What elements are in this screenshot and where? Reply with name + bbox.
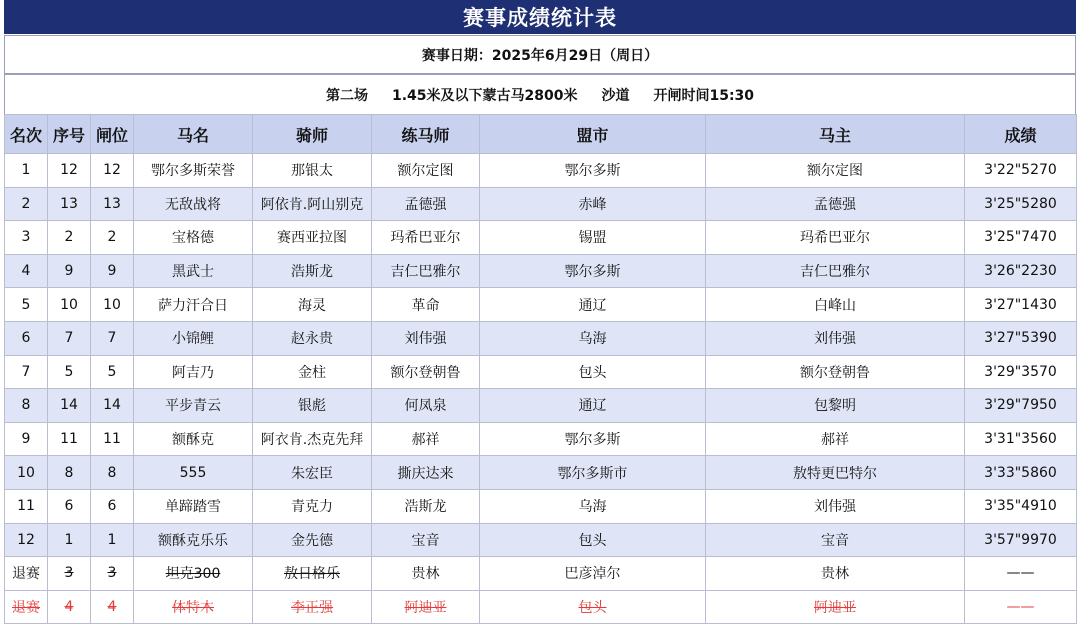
cell-rank: 8 bbox=[5, 389, 48, 423]
race-track: 沙道 bbox=[601, 87, 630, 104]
table-row bbox=[5, 221, 1077, 255]
cell-horse: 额酥克乐乐 bbox=[134, 523, 253, 557]
race-round: 第二场 bbox=[325, 87, 368, 104]
cell-gate: 13 bbox=[91, 187, 134, 221]
cell-gate: 6 bbox=[91, 489, 134, 523]
cell-horse: 阿吉乃 bbox=[134, 355, 253, 389]
cell-horse: 黑武士 bbox=[134, 254, 253, 288]
cell-horse: 小锦鲤 bbox=[134, 321, 253, 355]
cell-no: 10 bbox=[48, 288, 91, 322]
cell-jockey: 阿衣肯.杰克先拜 bbox=[253, 422, 372, 456]
cell-league: 巴彦淖尔 bbox=[480, 557, 706, 591]
race-info bbox=[4, 74, 1076, 115]
cell-trainer: 额尔定图 bbox=[372, 154, 480, 188]
cell-jockey: 敖日格乐 bbox=[253, 557, 372, 591]
race-description: 1.45米及以下蒙古马2800米 bbox=[391, 87, 578, 104]
cell-league: 包头 bbox=[480, 355, 706, 389]
cell-trainer: 宝音 bbox=[372, 523, 480, 557]
header-horse: 马名 bbox=[134, 115, 253, 154]
results-table bbox=[4, 114, 1077, 624]
cell-owner: 额尔定图 bbox=[706, 154, 965, 188]
cell-jockey: 阿依肯.阿山别克 bbox=[253, 187, 372, 221]
cell-owner: 刘伟强 bbox=[706, 489, 965, 523]
cell-horse: 坦克300 bbox=[134, 557, 253, 591]
cell-gate: 14 bbox=[91, 389, 134, 423]
cell-rank: 12 bbox=[5, 523, 48, 557]
cell-league: 通辽 bbox=[480, 288, 706, 322]
cell-owner: 宝音 bbox=[706, 523, 965, 557]
cell-result: 3'29"3570 bbox=[965, 355, 1077, 389]
table-row bbox=[5, 456, 1077, 490]
sheet-title: 赛事成绩统计表 bbox=[4, 0, 1076, 34]
cell-horse: 555 bbox=[134, 456, 253, 490]
cell-gate: 1 bbox=[91, 523, 134, 557]
cell-result: 3'27"1430 bbox=[965, 288, 1077, 322]
cell-rank: 6 bbox=[5, 321, 48, 355]
cell-gate: 4 bbox=[91, 590, 134, 624]
cell-result: 3'26"2230 bbox=[965, 254, 1077, 288]
cell-horse: 平步青云 bbox=[134, 389, 253, 423]
cell-no: 12 bbox=[48, 154, 91, 188]
table-row bbox=[5, 489, 1077, 523]
cell-league: 鄂尔多斯 bbox=[480, 422, 706, 456]
cell-trainer: 孟德强 bbox=[372, 187, 480, 221]
cell-owner: 孟德强 bbox=[706, 187, 965, 221]
cell-no: 9 bbox=[48, 254, 91, 288]
table-row bbox=[5, 355, 1077, 389]
cell-no: 6 bbox=[48, 489, 91, 523]
header-trainer: 练马师 bbox=[372, 115, 480, 154]
cell-horse: 额酥克 bbox=[134, 422, 253, 456]
cell-no: 1 bbox=[48, 523, 91, 557]
header-result: 成绩 bbox=[965, 115, 1077, 154]
cell-gate: 3 bbox=[91, 557, 134, 591]
cell-horse: 体特木 bbox=[134, 590, 253, 624]
cell-gate: 10 bbox=[91, 288, 134, 322]
cell-owner: 玛希巴亚尔 bbox=[706, 221, 965, 255]
cell-gate: 11 bbox=[91, 422, 134, 456]
table-header-row bbox=[5, 115, 1077, 154]
cell-rank: 7 bbox=[5, 355, 48, 389]
cell-rank: 4 bbox=[5, 254, 48, 288]
cell-gate: 12 bbox=[91, 154, 134, 188]
cell-jockey: 银彪 bbox=[253, 389, 372, 423]
cell-no: 3 bbox=[48, 557, 91, 591]
cell-no: 11 bbox=[48, 422, 91, 456]
header-gate: 闸位 bbox=[91, 115, 134, 154]
cell-rank: 5 bbox=[5, 288, 48, 322]
cell-result: 3'57"9970 bbox=[965, 523, 1077, 557]
cell-trainer: 吉仁巴雅尔 bbox=[372, 254, 480, 288]
header-owner: 马主 bbox=[706, 115, 965, 154]
cell-jockey: 那银太 bbox=[253, 154, 372, 188]
cell-owner: 郝祥 bbox=[706, 422, 965, 456]
cell-league: 乌海 bbox=[480, 489, 706, 523]
cell-jockey: 朱宏臣 bbox=[253, 456, 372, 490]
cell-trainer: 革命 bbox=[372, 288, 480, 322]
cell-jockey: 金先德 bbox=[253, 523, 372, 557]
cell-no: 8 bbox=[48, 456, 91, 490]
cell-league: 通辽 bbox=[480, 389, 706, 423]
cell-rank: 10 bbox=[5, 456, 48, 490]
cell-no: 7 bbox=[48, 321, 91, 355]
cell-league: 包头 bbox=[480, 523, 706, 557]
table-row bbox=[5, 254, 1077, 288]
cell-rank: 3 bbox=[5, 221, 48, 255]
header-jockey: 骑师 bbox=[253, 115, 372, 154]
cell-owner: 吉仁巴雅尔 bbox=[706, 254, 965, 288]
header-rank: 名次 bbox=[5, 115, 48, 154]
cell-rank: 11 bbox=[5, 489, 48, 523]
cell-result: 3'25"5280 bbox=[965, 187, 1077, 221]
cell-horse: 鄂尔多斯荣誉 bbox=[134, 154, 253, 188]
table-row bbox=[5, 187, 1077, 221]
cell-gate: 2 bbox=[91, 221, 134, 255]
table-row bbox=[5, 154, 1077, 188]
cell-no: 13 bbox=[48, 187, 91, 221]
cell-league: 锡盟 bbox=[480, 221, 706, 255]
cell-trainer: 刘伟强 bbox=[372, 321, 480, 355]
cell-result: 3'25"7470 bbox=[965, 221, 1077, 255]
cell-result: 3'35"4910 bbox=[965, 489, 1077, 523]
cell-no: 2 bbox=[48, 221, 91, 255]
cell-no: 4 bbox=[48, 590, 91, 624]
cell-result: 3'31"3560 bbox=[965, 422, 1077, 456]
cell-owner: 刘伟强 bbox=[706, 321, 965, 355]
cell-rank: 退赛 bbox=[5, 590, 48, 624]
table-row bbox=[5, 288, 1077, 322]
cell-rank: 1 bbox=[5, 154, 48, 188]
cell-no: 5 bbox=[48, 355, 91, 389]
cell-result: 3'33"5860 bbox=[965, 456, 1077, 490]
cell-rank: 9 bbox=[5, 422, 48, 456]
cell-league: 包头 bbox=[480, 590, 706, 624]
cell-owner: 敖特更巴特尔 bbox=[706, 456, 965, 490]
cell-league: 赤峰 bbox=[480, 187, 706, 221]
cell-trainer: 阿迪亚 bbox=[372, 590, 480, 624]
cell-owner: 阿迪亚 bbox=[706, 590, 965, 624]
cell-jockey: 海灵 bbox=[253, 288, 372, 322]
cell-jockey: 李正强 bbox=[253, 590, 372, 624]
cell-gate: 5 bbox=[91, 355, 134, 389]
header-league: 盟市 bbox=[480, 115, 706, 154]
cell-jockey: 赵永贵 bbox=[253, 321, 372, 355]
cell-gate: 9 bbox=[91, 254, 134, 288]
cell-jockey: 青克力 bbox=[253, 489, 372, 523]
race-start-time: 开闸时间15:30 bbox=[653, 87, 755, 104]
header-no: 序号 bbox=[48, 115, 91, 154]
table-row bbox=[5, 557, 1077, 591]
cell-owner: 包黎明 bbox=[706, 389, 965, 423]
cell-league: 鄂尔多斯 bbox=[480, 154, 706, 188]
cell-trainer: 贵林 bbox=[372, 557, 480, 591]
cell-result: 3'22"5270 bbox=[965, 154, 1077, 188]
cell-horse: 单蹄踏雪 bbox=[134, 489, 253, 523]
cell-result: 3'27"5390 bbox=[965, 321, 1077, 355]
cell-horse: 无敌战将 bbox=[134, 187, 253, 221]
cell-owner: 额尔登朝鲁 bbox=[706, 355, 965, 389]
cell-rank: 退赛 bbox=[5, 557, 48, 591]
table-row bbox=[5, 422, 1077, 456]
table-row bbox=[5, 590, 1077, 624]
cell-horse: 萨力汗合日 bbox=[134, 288, 253, 322]
cell-result: —— bbox=[965, 590, 1077, 624]
cell-jockey: 赛西亚拉图 bbox=[253, 221, 372, 255]
cell-trainer: 额尔登朝鲁 bbox=[372, 355, 480, 389]
cell-gate: 8 bbox=[91, 456, 134, 490]
cell-rank: 2 bbox=[5, 187, 48, 221]
table-row bbox=[5, 389, 1077, 423]
table-body bbox=[5, 154, 1077, 624]
table-row bbox=[5, 321, 1077, 355]
cell-gate: 7 bbox=[91, 321, 134, 355]
cell-trainer: 何凤泉 bbox=[372, 389, 480, 423]
cell-league: 鄂尔多斯市 bbox=[480, 456, 706, 490]
cell-owner: 白峰山 bbox=[706, 288, 965, 322]
cell-jockey: 浩斯龙 bbox=[253, 254, 372, 288]
cell-owner: 贵林 bbox=[706, 557, 965, 591]
cell-horse: 宝格德 bbox=[134, 221, 253, 255]
cell-trainer: 郝祥 bbox=[372, 422, 480, 456]
cell-league: 鄂尔多斯 bbox=[480, 254, 706, 288]
cell-jockey: 金柱 bbox=[253, 355, 372, 389]
cell-trainer: 玛希巴亚尔 bbox=[372, 221, 480, 255]
cell-result: 3'29"7950 bbox=[965, 389, 1077, 423]
event-date: 赛事日期：2025年6月29日（周日） bbox=[4, 35, 1076, 74]
cell-result: —— bbox=[965, 557, 1077, 591]
cell-trainer: 撕庆达来 bbox=[372, 456, 480, 490]
cell-no: 14 bbox=[48, 389, 91, 423]
table-row bbox=[5, 523, 1077, 557]
cell-trainer: 浩斯龙 bbox=[372, 489, 480, 523]
cell-league: 乌海 bbox=[480, 321, 706, 355]
